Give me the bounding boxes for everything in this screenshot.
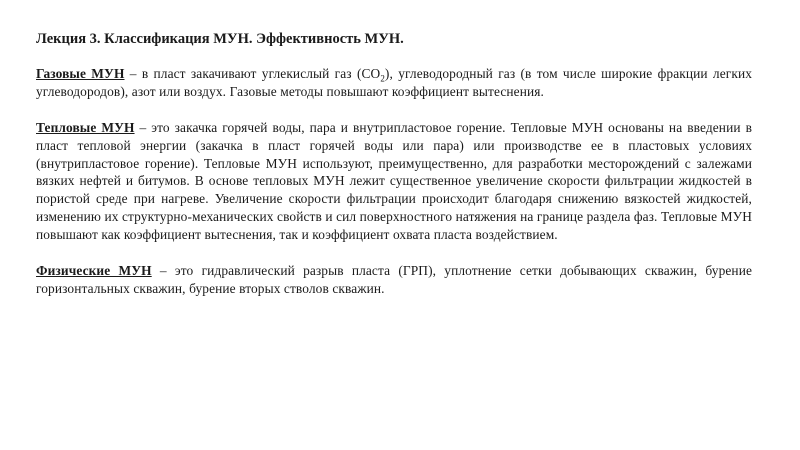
lecture-title: Лекция 3. Классификация МУН. Эффективность МУН.	[36, 31, 404, 47]
gas-methods-term: Газовые МУН	[36, 66, 125, 81]
gas-methods-text-start: – в пласт закачивают углекислый газ (CO	[124, 66, 381, 81]
thermal-methods-text: – это закачка горячей воды, пара и внутрипластовое горение. Тепловые МУН основаны на введении в пласт тепловой энергии (закачка в пласт горячей воды или пара) или производстве ее в пластовых условиях (внутрипластовое горение). Тепловые МУН используют, преимущественно, для разработки месторождений с залежами вязких нефтей и битумов. В основе тепловых МУН лежит существенное увеличение скорости фильтрации жидкостей в пористой среде при нагреве. Увеличение скорости фильтрации происходит благодаря снижению вязкостей жидкостей, изменению их структурно-механических свойств и сил поверхностного натяжения на границе раздела фаз. Тепловые МУН повышают как коэффициент вытеснения, так и коэффициент охвата пласта воздействием.	[36, 119, 752, 243]
physical-methods-term: Физические МУН	[36, 262, 152, 278]
document-page	[36, 30, 752, 316]
co2-subscript: 2	[380, 73, 385, 84]
gas-methods-text-end: ), углеводородный газ (в том числе широкие фракции легких углеводородов), азот или воздух. Газовые методы повышают коэффициент вытеснения.	[36, 66, 752, 99]
physical-methods-paragraph	[36, 262, 752, 298]
gas-methods-paragraph	[36, 65, 752, 101]
thermal-methods-term: Тепловые МУН	[36, 119, 135, 135]
physical-methods-text: – это гидравлический разрыв пласта (ГРП), уплотнение сетки добывающих скважин, бурение горизонтальных скважин, бурение вторых стволов скважин.	[36, 262, 753, 296]
thermal-methods-paragraph	[36, 119, 752, 244]
